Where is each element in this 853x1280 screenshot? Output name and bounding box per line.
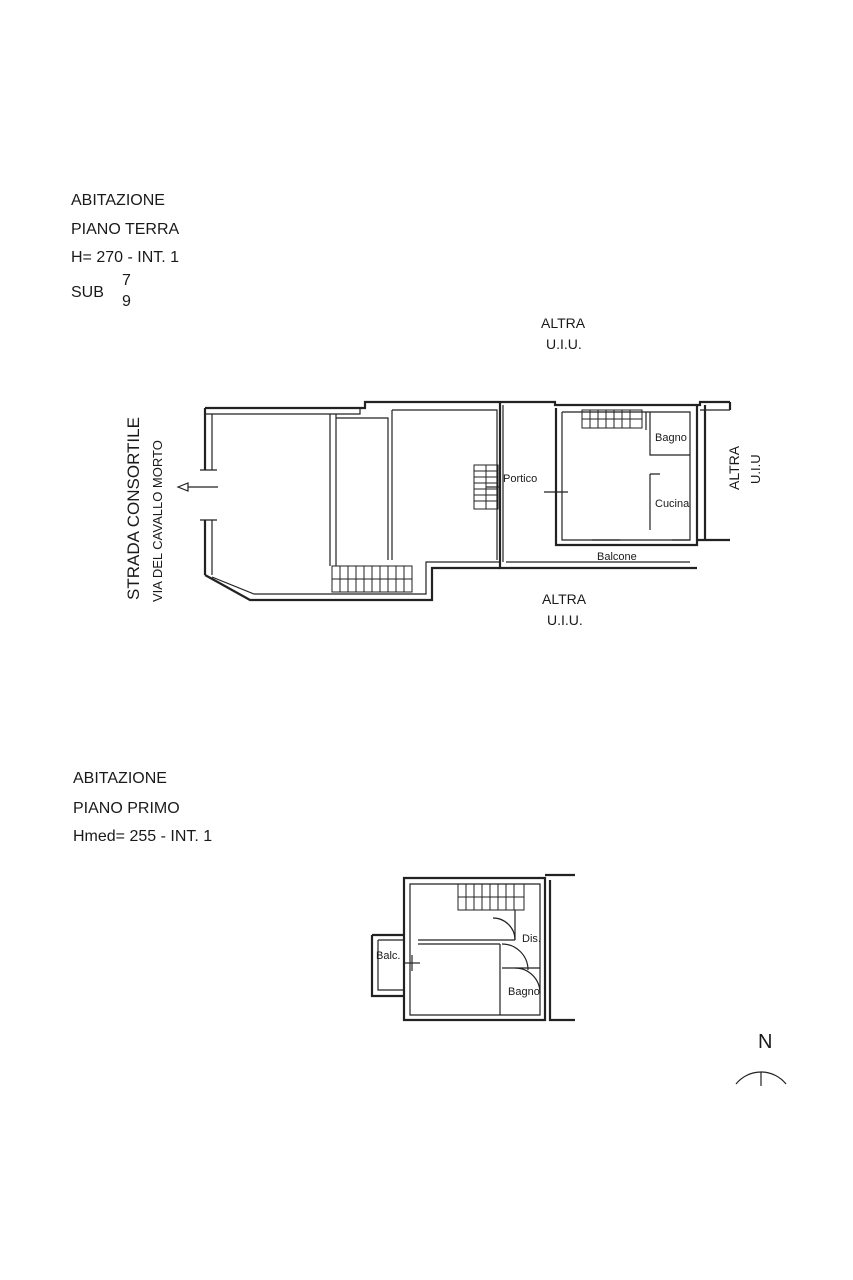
room-bagno-first: Bagno [508,986,540,998]
gf-sub-value-2: 9 [122,293,131,310]
north-label: N [758,1031,773,1053]
neighbor-right-line1: ALTRA [726,445,742,490]
room-balc: Balc. [376,950,401,962]
gf-sub-value-1: 7 [122,272,131,289]
room-dis: Dis. [522,933,541,945]
first-floor-plan [372,875,575,1020]
ff-height: Hmed= 255 - INT. 1 [73,828,213,845]
ff-level: PIANO PRIMO [73,800,180,817]
gf-title: ABITAZIONE [71,192,165,209]
gf-height: H= 270 - INT. 1 [71,249,180,266]
neighbor-bottom-line1: ALTRA [542,591,587,607]
street-label-secondary: VIA DEL CAVALLO MORTO [150,440,165,602]
gf-sub-prefix: SUB [71,284,104,301]
room-bagno-ground: Bagno [655,432,687,444]
north-arrow-icon [736,1072,786,1086]
room-portico: Portico [503,473,538,485]
neighbor-top-line2: U.I.U. [546,336,582,352]
ff-title: ABITAZIONE [73,770,167,787]
room-balcone: Balcone [597,551,637,563]
neighbor-right-line2: U.I.U [748,454,763,484]
ground-floor-plan [178,402,730,600]
room-cucina: Cucina [655,498,690,510]
gf-level: PIANO TERRA [71,221,180,238]
street-label-main: STRADA CONSORTILE [124,417,143,600]
neighbor-top-line1: ALTRA [541,315,586,331]
neighbor-bottom-line2: U.I.U. [547,612,583,628]
